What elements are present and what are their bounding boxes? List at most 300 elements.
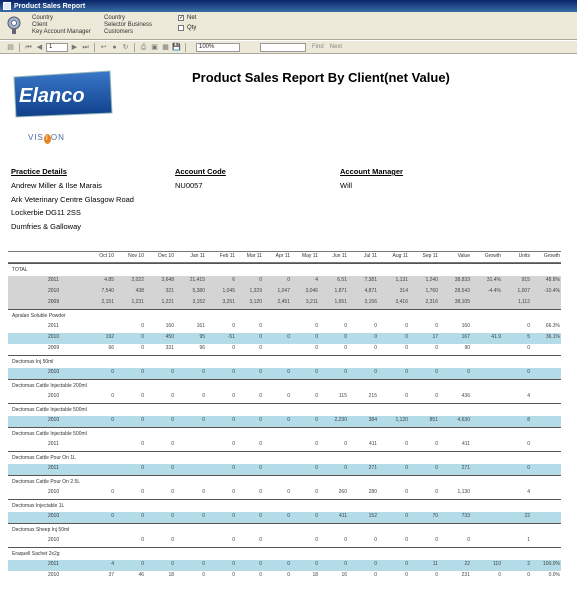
table-cell: 3,120 bbox=[249, 299, 262, 305]
table-cell: 0 bbox=[202, 369, 205, 375]
param-kam-label[interactable]: Key Account Manager bbox=[32, 29, 91, 35]
zoom-select[interactable]: 100% bbox=[196, 43, 240, 52]
year-cell: 2010 bbox=[48, 393, 60, 399]
year-cell: 2009 bbox=[48, 299, 60, 305]
table-cell: 0 bbox=[527, 323, 530, 329]
first-page-icon[interactable]: ⏮ bbox=[25, 43, 32, 51]
export-icon[interactable]: 💾 bbox=[172, 43, 181, 51]
product-group-row bbox=[8, 309, 561, 322]
net-option-label: Net bbox=[187, 15, 197, 21]
table-cell: 0 bbox=[374, 537, 377, 543]
table-cell: 1,871 bbox=[334, 288, 347, 294]
product-group-row bbox=[8, 523, 561, 536]
table-cell: 260 bbox=[338, 489, 347, 495]
table-cell: 0 bbox=[202, 513, 205, 519]
product-group-row bbox=[8, 475, 561, 488]
svg-text:Elanco: Elanco bbox=[19, 85, 85, 107]
table-cell: 0 bbox=[287, 369, 290, 375]
table-cell: 28,543 bbox=[454, 288, 470, 294]
column-header: Sep 11 bbox=[422, 253, 438, 259]
table-cell: -51 bbox=[227, 334, 235, 340]
net-option[interactable] bbox=[178, 15, 196, 21]
table-cell: 0 bbox=[259, 465, 262, 471]
table-cell: 0 bbox=[259, 513, 262, 519]
table-cell: 0 bbox=[405, 489, 408, 495]
table-cell: 0 bbox=[435, 393, 438, 399]
table-cell: 0 bbox=[315, 489, 318, 495]
table-cell: 21,415 bbox=[189, 277, 205, 283]
table-cell: 0 bbox=[344, 345, 347, 351]
column-header: Aug 11 bbox=[392, 253, 408, 259]
year-cell: 2010 bbox=[48, 417, 60, 423]
last-page-icon[interactable]: ⏭ bbox=[82, 43, 89, 51]
table-cell: 66.3% bbox=[545, 323, 560, 329]
page-setup-icon[interactable]: ▦ bbox=[162, 43, 169, 51]
table-cell: 0 bbox=[435, 465, 438, 471]
account-code-value: NU0057 bbox=[175, 181, 203, 190]
table-cell: 2,230 bbox=[334, 417, 347, 423]
product-name: Apralan Soluble Powder bbox=[12, 313, 66, 319]
table-cell: 0 bbox=[287, 277, 290, 283]
table-cell: 0 bbox=[232, 561, 235, 567]
table-cell: 0 bbox=[287, 513, 290, 519]
table-cell: 1,760 bbox=[425, 288, 438, 294]
table-cell: 115 bbox=[339, 393, 347, 399]
parameter-panel bbox=[0, 12, 577, 40]
table-row bbox=[8, 560, 561, 571]
table-cell: 48.8% bbox=[545, 277, 560, 283]
year-cell: 2011 bbox=[48, 561, 59, 567]
table-cell: 0 bbox=[171, 465, 174, 471]
table-cell: 0 bbox=[405, 393, 408, 399]
product-group-row bbox=[8, 547, 561, 560]
table-cell: 0 bbox=[527, 441, 530, 447]
table-cell: 0 bbox=[527, 465, 530, 471]
table-cell: 1,130 bbox=[457, 489, 470, 495]
table-cell: 0 bbox=[171, 489, 174, 495]
table-cell: 0 bbox=[344, 561, 347, 567]
product-name: Dectomax Cattle Injectable 500ml bbox=[12, 431, 87, 437]
year-cell: 2011 bbox=[48, 323, 59, 329]
table-cell: 0 bbox=[171, 369, 174, 375]
table-cell: 0 bbox=[232, 323, 235, 329]
table-cell: -4.4% bbox=[487, 288, 501, 294]
table-cell: 3,046 bbox=[305, 288, 318, 294]
param-labels-col1 bbox=[32, 15, 91, 36]
account-code-header: Account Code bbox=[175, 167, 226, 176]
table-cell: 3,251 bbox=[222, 299, 235, 305]
table-cell: 0 bbox=[111, 417, 114, 423]
elanco-logo bbox=[10, 69, 114, 119]
table-cell: 41.9 bbox=[491, 334, 501, 340]
table-cell: 0 bbox=[374, 345, 377, 351]
year-cell: 2010 bbox=[48, 288, 60, 294]
year-cell: 2010 bbox=[48, 369, 60, 375]
table-cell: 0 bbox=[344, 369, 347, 375]
table-cell: 0 bbox=[141, 369, 144, 375]
table-cell: 0 bbox=[405, 323, 408, 329]
table-cell: 3,152 bbox=[192, 299, 205, 305]
table-cell: 0 bbox=[374, 323, 377, 329]
column-header: Jul 11 bbox=[364, 253, 377, 259]
table-cell: 7,381 bbox=[364, 277, 377, 283]
table-cell: 733 bbox=[461, 513, 470, 519]
practice-details-header: Practice Details bbox=[11, 167, 67, 176]
table-cell: 0 bbox=[232, 537, 235, 543]
column-header: Jan 11 bbox=[190, 253, 205, 259]
table-cell: 0 bbox=[141, 417, 144, 423]
table-cell: 0 bbox=[111, 513, 114, 519]
table-cell: 0 bbox=[232, 572, 235, 578]
table-cell: 2,022 bbox=[131, 277, 144, 283]
table-cell: 1,231 bbox=[131, 299, 144, 305]
table-cell: 3,648 bbox=[161, 277, 174, 283]
product-group-row bbox=[8, 499, 561, 512]
window-titlebar bbox=[0, 0, 577, 12]
table-cell: 17 bbox=[432, 334, 438, 340]
table-cell: 0 bbox=[202, 561, 205, 567]
table-cell: 0 bbox=[467, 537, 470, 543]
table-cell: 0 bbox=[259, 323, 262, 329]
product-group-row bbox=[8, 451, 561, 464]
product-group-row bbox=[8, 355, 561, 368]
table-cell: 0 bbox=[232, 441, 235, 447]
table-cell: 0 bbox=[374, 561, 377, 567]
table-cell: 0 bbox=[259, 572, 262, 578]
table-cell: 0 bbox=[287, 393, 290, 399]
column-header: Feb 11 bbox=[219, 253, 235, 259]
report-page bbox=[4, 55, 573, 616]
table-cell: 0 bbox=[141, 465, 144, 471]
table-cell: 215 bbox=[368, 393, 377, 399]
product-name: Dectomax Cattle Pour On 2.5L bbox=[12, 479, 81, 485]
table-cell: 0 bbox=[171, 393, 174, 399]
table-cell: 96 bbox=[199, 345, 205, 351]
practice-details bbox=[11, 179, 134, 233]
table-cell: 3,416 bbox=[395, 299, 408, 305]
table-cell: 0 bbox=[259, 561, 262, 567]
table-cell: 37 bbox=[108, 572, 114, 578]
table-cell: 0 bbox=[405, 345, 408, 351]
product-name: Dectomax Inj 50ml bbox=[12, 359, 54, 365]
year-cell: 2010 bbox=[48, 489, 60, 495]
column-header: Jun 11 bbox=[332, 253, 347, 259]
product-group-row bbox=[8, 263, 561, 276]
table-cell: 851 bbox=[429, 417, 438, 423]
account-manager-header: Account Manager bbox=[340, 167, 403, 176]
stop-icon[interactable]: ● bbox=[112, 43, 117, 51]
table-cell: 0 bbox=[141, 561, 144, 567]
table-cell: 0 bbox=[259, 345, 262, 351]
table-cell: 0 bbox=[232, 513, 235, 519]
table-cell: 7,540 bbox=[101, 288, 114, 294]
table-cell: 38,105 bbox=[454, 299, 470, 305]
table-cell: 0 bbox=[141, 334, 144, 340]
table-cell: 0 bbox=[202, 489, 205, 495]
param-labels-col2 bbox=[104, 15, 152, 36]
practice-line: Andrew Miller & Ilse Marais bbox=[11, 181, 102, 190]
table-cell: 0 bbox=[287, 561, 290, 567]
year-cell: 2011 bbox=[48, 441, 59, 447]
table-cell: 22 bbox=[524, 513, 530, 519]
table-cell: 1,007 bbox=[517, 288, 530, 294]
table-cell: 384 bbox=[368, 417, 377, 423]
table-cell: 0 bbox=[141, 489, 144, 495]
table-cell: 0 bbox=[287, 489, 290, 495]
product-group-row bbox=[8, 379, 561, 392]
param-business-value[interactable]: Selector Business bbox=[104, 22, 153, 28]
table-cell: 0 bbox=[259, 417, 262, 423]
table-cell: 0 bbox=[141, 323, 144, 329]
table-cell: 6 bbox=[232, 277, 235, 283]
table-cell: 0 bbox=[405, 441, 408, 447]
table-cell: 0 bbox=[287, 572, 290, 578]
table-cell: 0.0% bbox=[548, 572, 560, 578]
table-cell: 0 bbox=[344, 537, 347, 543]
table-cell: 0 bbox=[374, 334, 377, 340]
table-cell: 271 bbox=[461, 465, 470, 471]
table-cell: 4.85 bbox=[104, 277, 114, 283]
table-cell: 152 bbox=[368, 513, 377, 519]
next-link[interactable]: Next bbox=[329, 44, 343, 50]
table-cell: 18 bbox=[168, 572, 174, 578]
qty-option-label: Qty bbox=[187, 25, 197, 31]
table-cell: 18 bbox=[312, 572, 318, 578]
year-cell: 2009 bbox=[48, 345, 60, 351]
table-row bbox=[8, 368, 561, 379]
table-cell: 0 bbox=[171, 417, 174, 423]
table-cell: 1,651 bbox=[334, 299, 347, 305]
table-cell: 0 bbox=[259, 537, 262, 543]
table-header-row bbox=[8, 251, 561, 263]
practice-line: Ark Veterinary Centre Glasgow Road bbox=[11, 194, 134, 204]
table-cell: 0 bbox=[232, 417, 235, 423]
column-header: Mar 11 bbox=[246, 253, 262, 259]
table-cell: 0 bbox=[315, 393, 318, 399]
table-cell: 0 bbox=[141, 513, 144, 519]
product-group-row bbox=[8, 427, 561, 440]
table-cell: 3,156 bbox=[364, 299, 377, 305]
table-cell: 0 bbox=[405, 513, 408, 519]
find-link[interactable]: Find bbox=[312, 44, 324, 50]
qty-checkbox[interactable] bbox=[178, 25, 184, 31]
table-cell: 2 bbox=[527, 561, 530, 567]
table-cell: 0 bbox=[315, 537, 318, 543]
table-cell: 0 bbox=[405, 465, 408, 471]
param-client-label[interactable]: Client bbox=[32, 22, 48, 28]
table-cell: 915 bbox=[521, 277, 530, 283]
table-cell: 450 bbox=[165, 334, 174, 340]
table-cell: 0 bbox=[344, 323, 347, 329]
table-cell: 0 bbox=[315, 334, 318, 340]
table-cell: 0 bbox=[405, 572, 408, 578]
table-cell: 436 bbox=[461, 393, 470, 399]
table-cell: 271 bbox=[368, 465, 377, 471]
table-row bbox=[8, 416, 561, 427]
table-cell: 0 bbox=[202, 393, 205, 399]
column-header: Units bbox=[518, 253, 530, 259]
table-cell: 321 bbox=[165, 288, 174, 294]
table-cell: 0 bbox=[405, 334, 408, 340]
year-cell: 2010 bbox=[48, 513, 60, 519]
param-country-value[interactable]: Country bbox=[104, 15, 126, 21]
prev-page-icon[interactable]: ◀ bbox=[36, 43, 43, 51]
table-cell: 11 bbox=[432, 561, 438, 567]
find-input[interactable] bbox=[260, 43, 306, 52]
table-cell: 1,112 bbox=[517, 299, 530, 305]
column-header: Nov 10 bbox=[128, 253, 144, 259]
table-cell: 4 bbox=[111, 561, 114, 567]
table-cell: 0 bbox=[171, 561, 174, 567]
param-customers-value[interactable]: Customers bbox=[104, 29, 134, 35]
table-cell: 0 bbox=[111, 393, 114, 399]
refresh-icon[interactable]: ↻ bbox=[122, 43, 129, 51]
table-cell: 0 bbox=[435, 537, 438, 543]
column-header: May 11 bbox=[301, 253, 318, 259]
table-row bbox=[8, 298, 561, 309]
table-cell: 4,871 bbox=[364, 288, 377, 294]
table-cell: 0 bbox=[344, 441, 347, 447]
table-cell: 16 bbox=[341, 572, 347, 578]
year-cell: 2010 bbox=[48, 334, 60, 340]
table-cell: 1,047 bbox=[277, 288, 290, 294]
table-cell: 280 bbox=[368, 489, 377, 495]
account-manager-value: Will bbox=[340, 181, 353, 190]
table-cell: 5 bbox=[527, 334, 530, 340]
table-cell: 0 bbox=[171, 537, 174, 543]
product-name: Dectomax Injectable 1L bbox=[12, 503, 65, 509]
column-header: Apr 11 bbox=[275, 253, 290, 259]
table-row bbox=[8, 512, 561, 523]
column-header: Growth bbox=[484, 253, 501, 259]
table-cell: 36.1% bbox=[545, 334, 560, 340]
table-cell: 0 bbox=[498, 572, 501, 578]
table-cell: 0 bbox=[259, 489, 262, 495]
table-cell: 0 bbox=[232, 393, 235, 399]
table-cell: 1,240 bbox=[425, 277, 438, 283]
table-cell: 0 bbox=[111, 369, 114, 375]
table-cell: 100.0% bbox=[543, 561, 560, 567]
table-cell: 0 bbox=[527, 572, 530, 578]
column-header: Dec 10 bbox=[158, 253, 174, 259]
table-cell: 0 bbox=[232, 369, 235, 375]
table-cell: 0 bbox=[315, 369, 318, 375]
table-row bbox=[8, 276, 561, 287]
table-cell: 231 bbox=[461, 572, 470, 578]
table-cell: -10.4% bbox=[544, 288, 560, 294]
table-cell: 0 bbox=[287, 417, 290, 423]
table-cell: 31.4% bbox=[486, 277, 501, 283]
table-row bbox=[8, 464, 561, 475]
table-cell: 0 bbox=[232, 465, 235, 471]
table-cell: 0 bbox=[202, 572, 205, 578]
table-cell: 0 bbox=[435, 572, 438, 578]
table-cell: 95 bbox=[199, 334, 205, 340]
print-layout-icon[interactable]: ▣ bbox=[151, 43, 158, 51]
table-cell: 1,131 bbox=[395, 277, 408, 283]
year-cell: 2011 bbox=[48, 465, 59, 471]
back-icon[interactable]: ↩ bbox=[100, 43, 107, 51]
toggle-params-icon[interactable]: ▤ bbox=[7, 43, 14, 51]
table-cell: 160 bbox=[165, 323, 174, 329]
table-cell: 192 bbox=[105, 334, 114, 340]
table-cell: 38,833 bbox=[454, 277, 470, 283]
table-cell: 314 bbox=[399, 288, 408, 294]
report-toolbar bbox=[0, 41, 577, 54]
table-cell: 0 bbox=[287, 334, 290, 340]
table-cell: 22 bbox=[464, 561, 470, 567]
table-cell: 0 bbox=[315, 465, 318, 471]
table-cell: 411 bbox=[369, 441, 377, 447]
table-cell: 0 bbox=[259, 441, 262, 447]
net-checkbox[interactable]: ✓ bbox=[179, 15, 185, 21]
table-cell: 0 bbox=[374, 369, 377, 375]
report-icon bbox=[6, 16, 22, 34]
table-cell: 0 bbox=[527, 345, 530, 351]
table-cell: 0 bbox=[141, 537, 144, 543]
table-cell: 4 bbox=[527, 489, 530, 495]
table-cell: 0 bbox=[259, 393, 262, 399]
app-icon bbox=[3, 2, 11, 10]
table-cell: 0 bbox=[315, 345, 318, 351]
table-row bbox=[8, 571, 561, 582]
table-cell: 0 bbox=[141, 345, 144, 351]
table-row bbox=[8, 322, 561, 333]
table-cell: 0 bbox=[315, 323, 318, 329]
table-cell: 1,120 bbox=[395, 417, 408, 423]
product-name: Dectomax Sheep Inj 50ml bbox=[12, 527, 70, 533]
table-cell: 331 bbox=[165, 345, 174, 351]
table-cell: 0 bbox=[527, 369, 530, 375]
table-row bbox=[8, 287, 561, 298]
table-cell: 0 bbox=[171, 513, 174, 519]
param-country-label: Country bbox=[32, 15, 54, 21]
product-name: Dectomax Cattle Injectable 200ml bbox=[12, 383, 87, 389]
column-header: Value bbox=[457, 253, 470, 259]
table-cell: 0 bbox=[315, 417, 318, 423]
table-cell: 66 bbox=[108, 345, 114, 351]
table-row bbox=[8, 440, 561, 451]
qty-option[interactable] bbox=[178, 25, 196, 31]
table-cell: 1,221 bbox=[161, 299, 174, 305]
window-title: Product Sales Report bbox=[14, 2, 86, 10]
table-cell: 8 bbox=[527, 417, 530, 423]
table-cell: 167 bbox=[461, 334, 470, 340]
table-cell: 0 bbox=[111, 489, 114, 495]
table-row bbox=[8, 536, 561, 547]
table-cell: 0 bbox=[315, 513, 318, 519]
table-row bbox=[8, 333, 561, 344]
table-cell: 0 bbox=[467, 369, 470, 375]
table-cell: 161 bbox=[196, 323, 205, 329]
table-cell: 70 bbox=[432, 513, 438, 519]
product-name: Eraquell Sachet 2x2g bbox=[12, 551, 60, 557]
next-page-icon[interactable]: ▶ bbox=[71, 43, 78, 51]
table-cell: 90 bbox=[464, 345, 470, 351]
table-cell: 0 bbox=[435, 441, 438, 447]
table-cell: 0 bbox=[259, 277, 262, 283]
table-cell: 1 bbox=[527, 537, 530, 543]
table-cell: 46 bbox=[138, 572, 144, 578]
page-number-input[interactable]: 1 bbox=[46, 43, 68, 52]
product-group-row bbox=[8, 403, 561, 416]
print-icon[interactable]: ⎙ bbox=[140, 43, 147, 51]
product-name: TOTAL bbox=[12, 267, 28, 273]
table-cell: 411 bbox=[339, 513, 347, 519]
table-cell: 0 bbox=[435, 345, 438, 351]
table-row bbox=[8, 488, 561, 499]
table-cell: 0 bbox=[315, 441, 318, 447]
